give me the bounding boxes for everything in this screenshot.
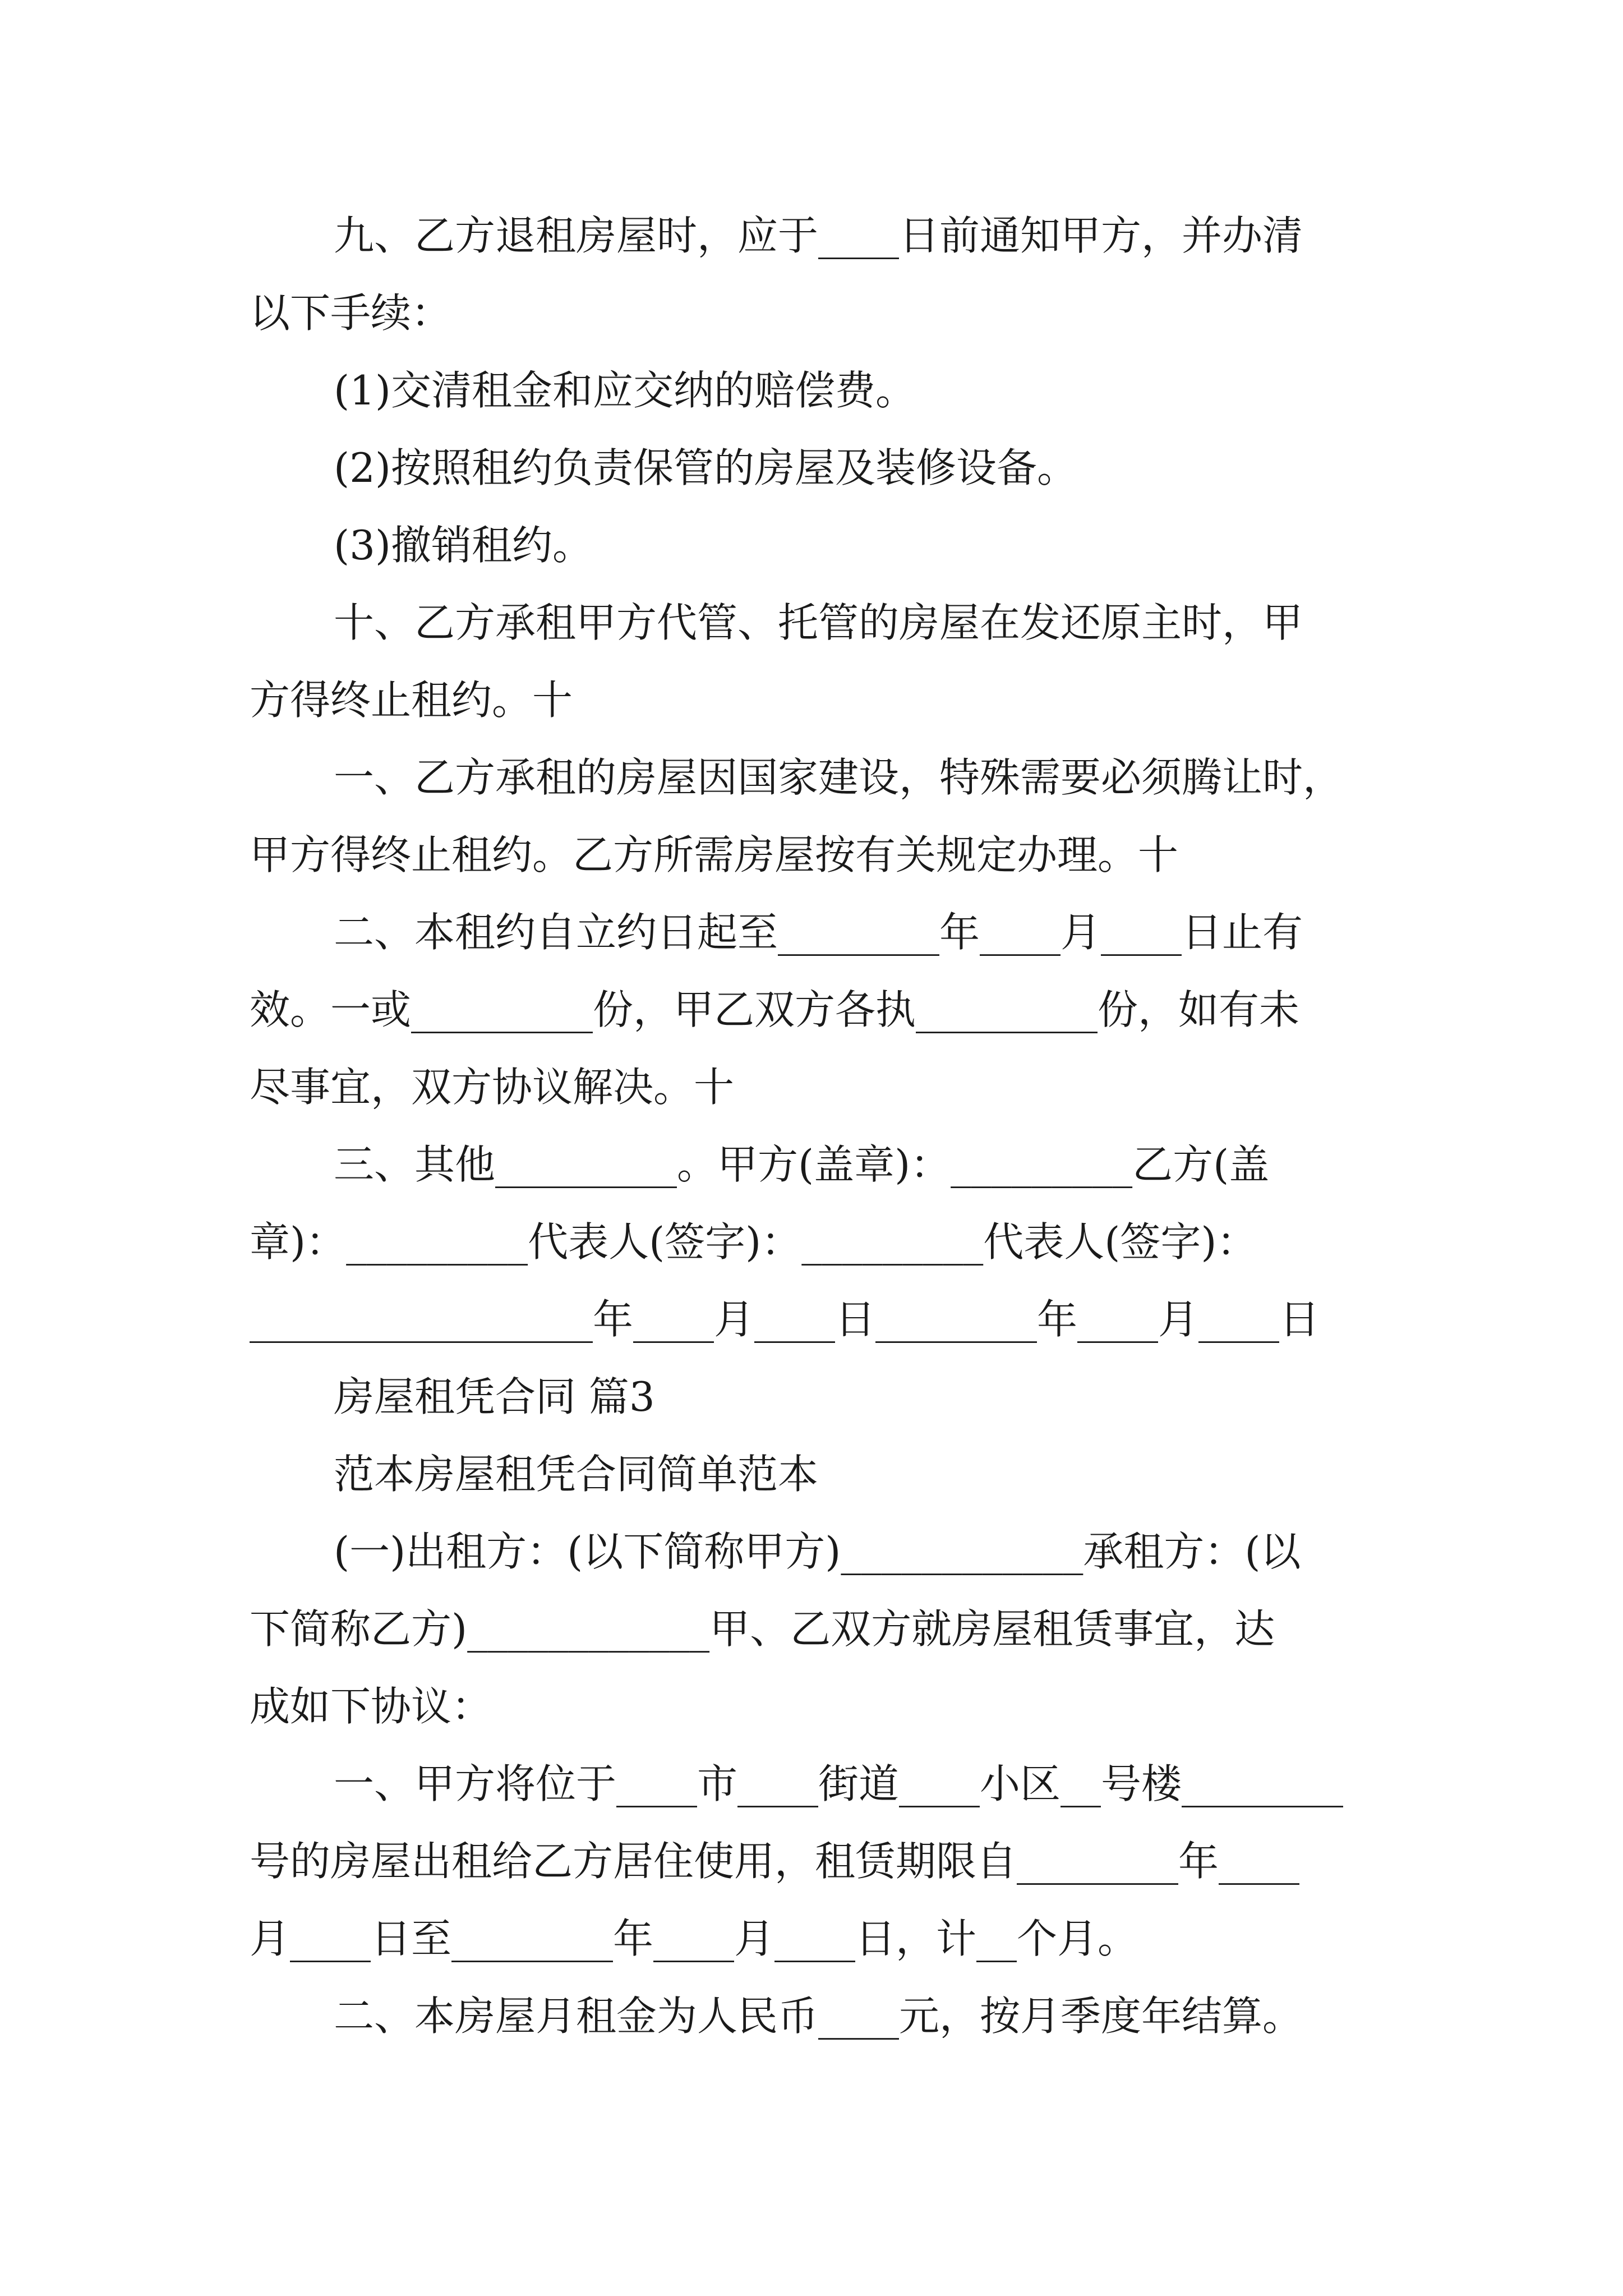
paragraph-line: (1)交清租金和应交纳的赔偿费。 [334,367,916,414]
paragraph-line: 一、乙方承租的房屋因国家建设，特殊需要必须腾让时， [334,754,1344,801]
paragraph-line: 十、乙方承租甲方代管、托管的房屋在发还原主时，甲 [334,599,1303,646]
paragraph-line: _________________年____月____日________年____月____日 [250,1296,1320,1343]
paragraph-line: 一、甲方将位于____市____街道____小区__号楼________ [334,1760,1344,1807]
paragraph-line: 下简称乙方)____________甲、乙双方就房屋租赁事宜，达 [250,1605,1275,1653]
paragraph-line: (3)撤销租约。 [334,522,593,569]
paragraph-line: 三、其他_________。甲方(盖章)：_________乙方(盖 [334,1141,1270,1188]
paragraph-line: 方得终止租约。十 [250,677,573,724]
paragraph-line: 甲方得终止租约。乙方所需房屋按有关规定办理。十 [250,831,1179,878]
paragraph-line: (一)出租方：(以下简称甲方)____________承租方：(以 [334,1528,1301,1575]
paragraph-line: 二、本房屋月租金为人民币____元，按月季度年结算。 [334,1993,1303,2040]
section-heading: 房屋租凭合同 篇3 [334,1373,655,1420]
paragraph-line: 章)：_________代表人(签字)：_________代表人(签字)： [250,1218,1257,1266]
paragraph-line: 九、乙方退租房屋时，应于____日前通知甲方，并办清 [334,212,1303,259]
paragraph-line: 月____日至________年____月____日，计__个月。 [250,1915,1138,1962]
paragraph-line: 成如下协议： [250,1683,492,1730]
paragraph-line: 效。一或_________份，甲乙双方各执_________份，如有未 [250,986,1300,1033]
section-subheading: 范本房屋租凭合同简单范本 [334,1451,819,1498]
paragraph-line: (2)按照租约负责保管的房屋及装修设备。 [334,444,1077,491]
paragraph-line: 二、本租约自立约日起至________年____月____日止有 [334,909,1303,956]
paragraph-line: 尽事宜，双方协议解决。十 [250,1064,735,1111]
paragraph-line: 号的房屋出租给乙方居住使用，租赁期限自________年____ [250,1838,1300,1885]
paragraph-line: 以下手续： [250,289,452,337]
